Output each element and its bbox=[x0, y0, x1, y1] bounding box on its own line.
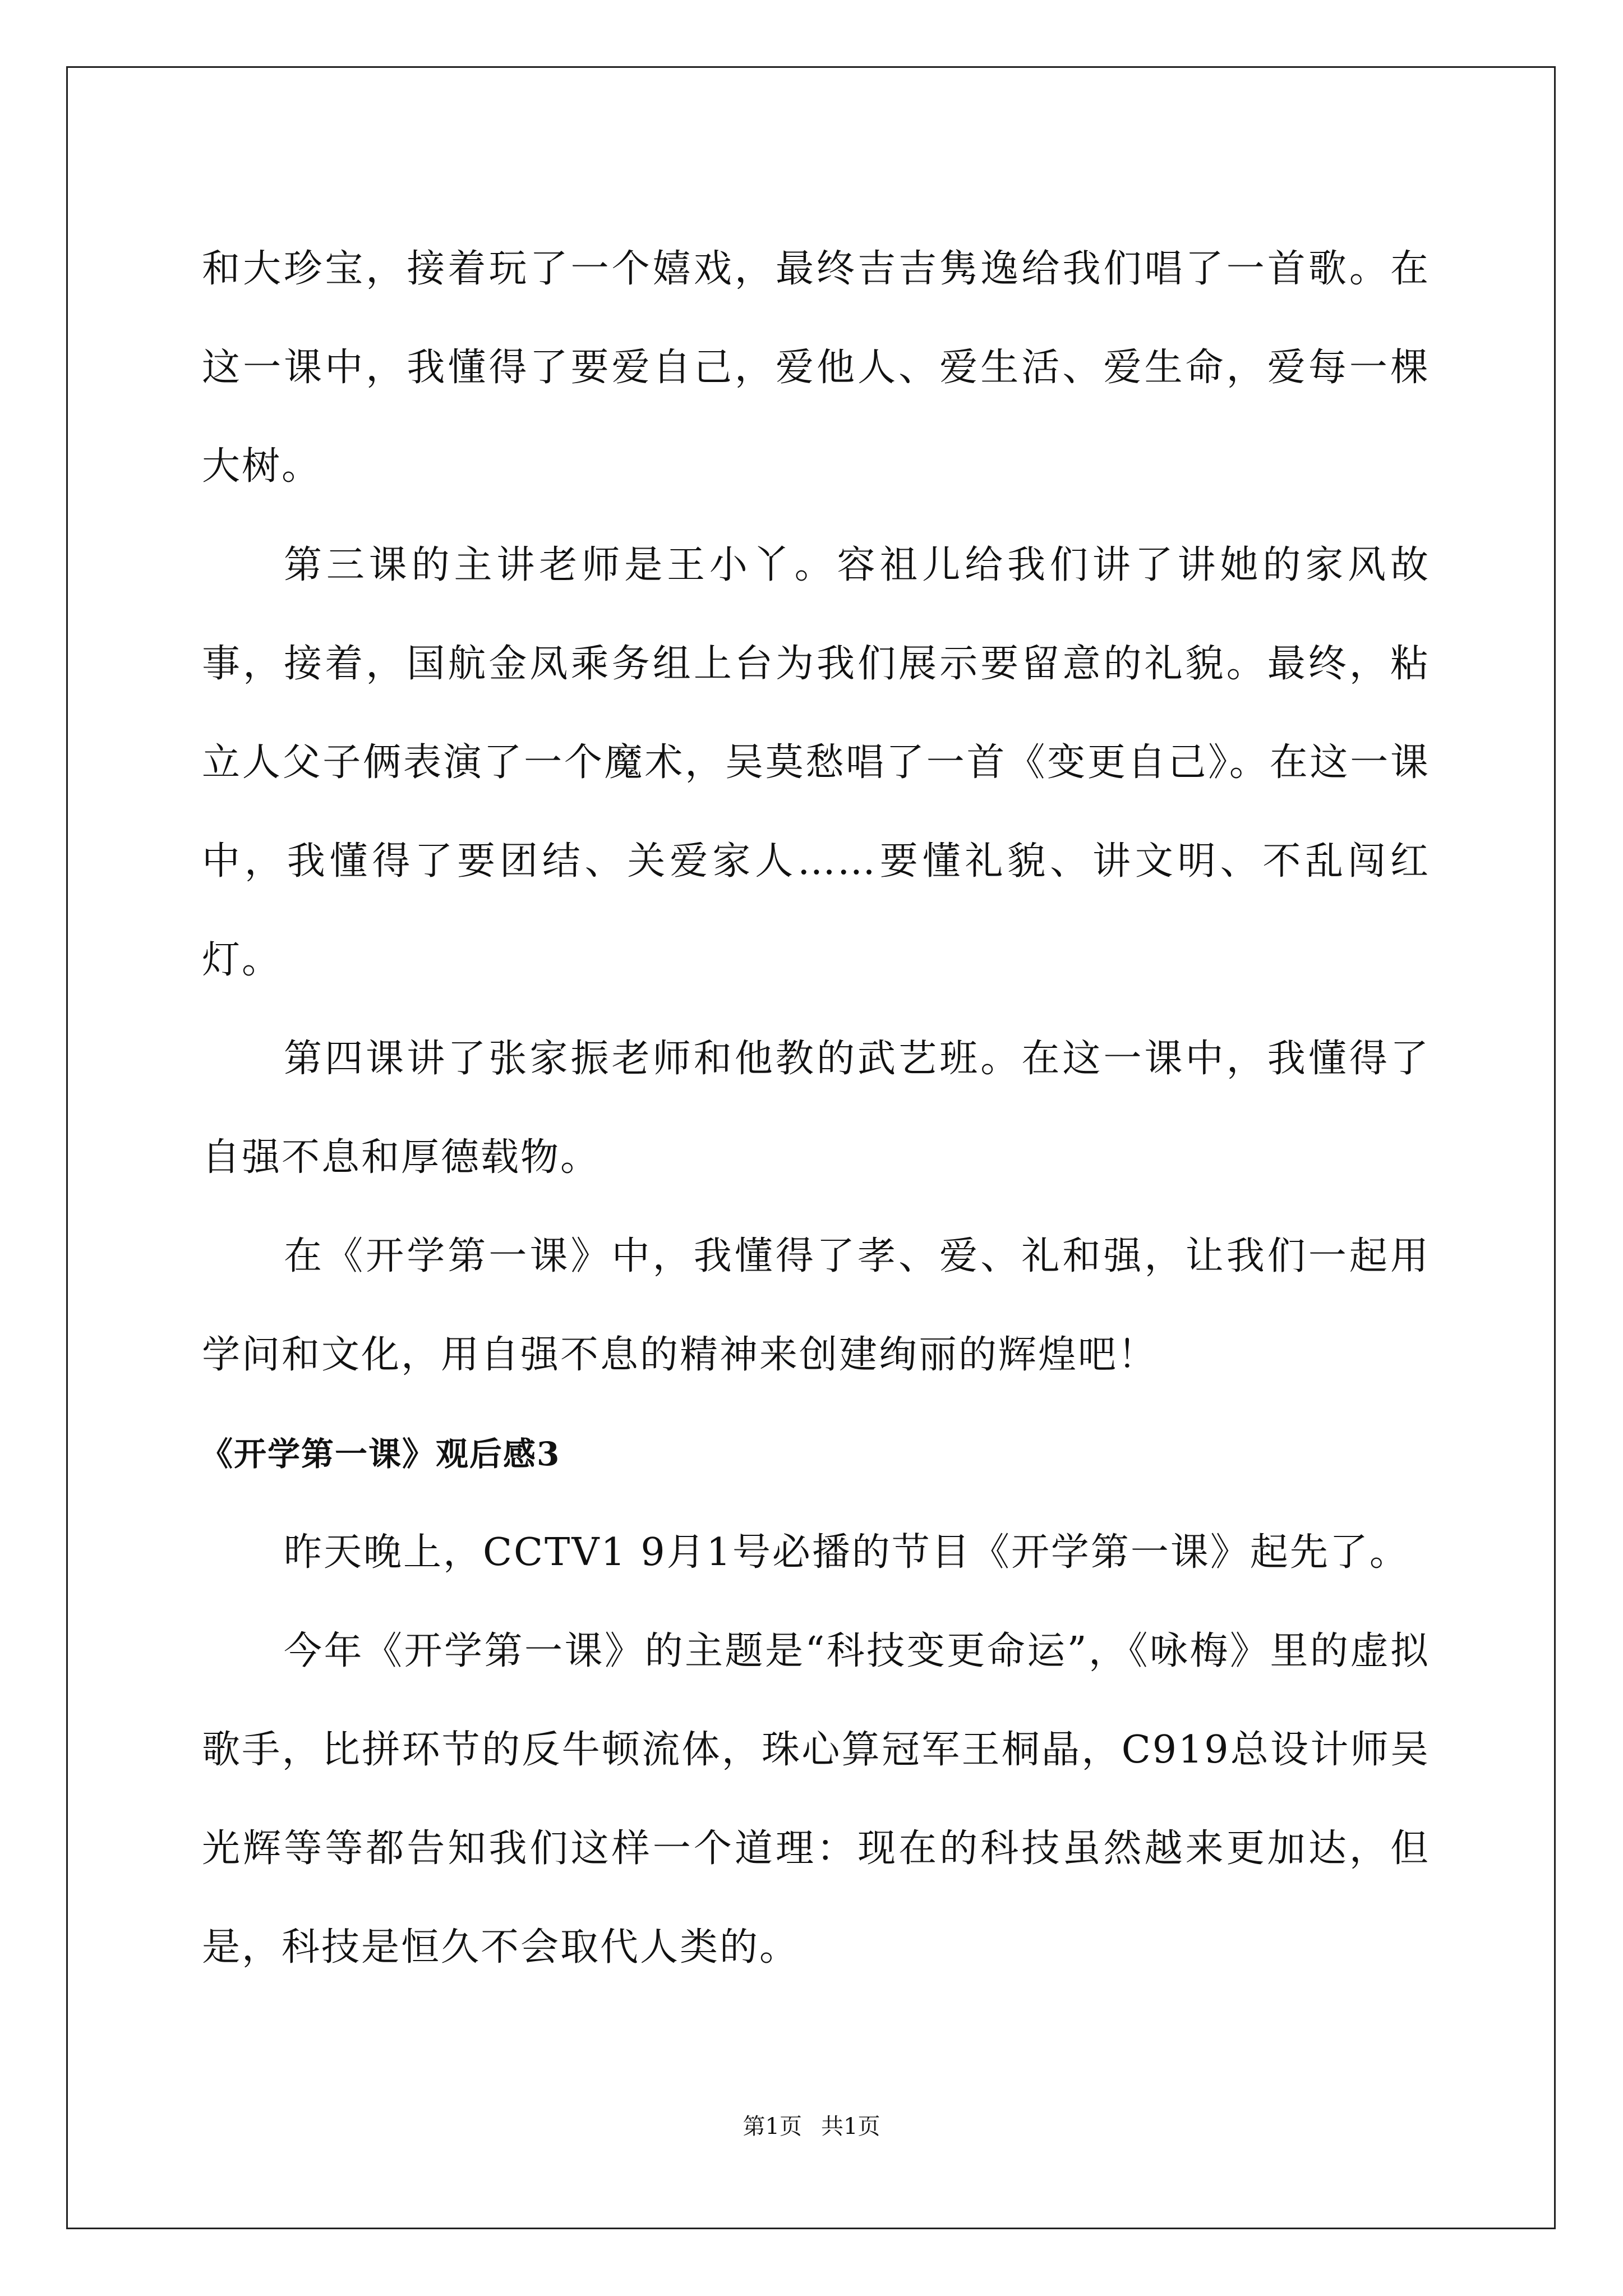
paragraph-lesson-three: 第三课的主讲老师是王小丫。容祖儿给我们讲了讲她的家风故事，接着，国航金凤乘务组上台为我们展示要留意的礼貌。最终，粘立人父子俩表演了一个魔术，吴莫愁唱了一首《变更自己》。在这一课中，我懂得了要团结、关爱家人……要懂礼貌、讲文明、不乱闯红灯。 bbox=[202, 543, 1430, 982]
page-total: 共1页 bbox=[821, 2114, 880, 2139]
paragraph-theme: 今年《开学第一课》的主题是“科技变更命运”，《咏梅》里的虚拟歌手，比拼环节的反牛顿流体，珠心算冠军王桐晶，C919总设计师吴光辉等等都告知我们这样一个道理：现在的科技虽然越来更加达，但是，科技是恒久不会取代人类的。 bbox=[202, 1629, 1430, 1970]
paragraph-lesson-four: 第四课讲了张家振老师和他教的武艺班。在这一课中，我懂得了自强不息和厚德载物。 bbox=[202, 1037, 1430, 1180]
section-heading: 《开学第一课》观后感3 bbox=[200, 1435, 561, 1473]
paragraph-continued: 和大珍宝，接着玩了一个嬉戏，最终吉吉隽逸给我们唱了一首歌。在这一课中，我懂得了要爱自己，爱他人、爱生活、爱生命，爱每一棵大树。 bbox=[202, 247, 1430, 489]
paragraph-intro: 昨天晚上，CCTV1 9月1号必播的节目《开学第一课》起先了。 bbox=[284, 1530, 1409, 1575]
document-body bbox=[202, 220, 1430, 1997]
page-footer bbox=[0, 2113, 1623, 2141]
page-number: 第1页 bbox=[743, 2114, 802, 2139]
paragraph-conclusion: 在《开学第一课》中，我懂得了孝、爱、礼和强，让我们一起用学问和文化，用自强不息的精神来创建绚丽的辉煌吧！ bbox=[202, 1234, 1430, 1377]
